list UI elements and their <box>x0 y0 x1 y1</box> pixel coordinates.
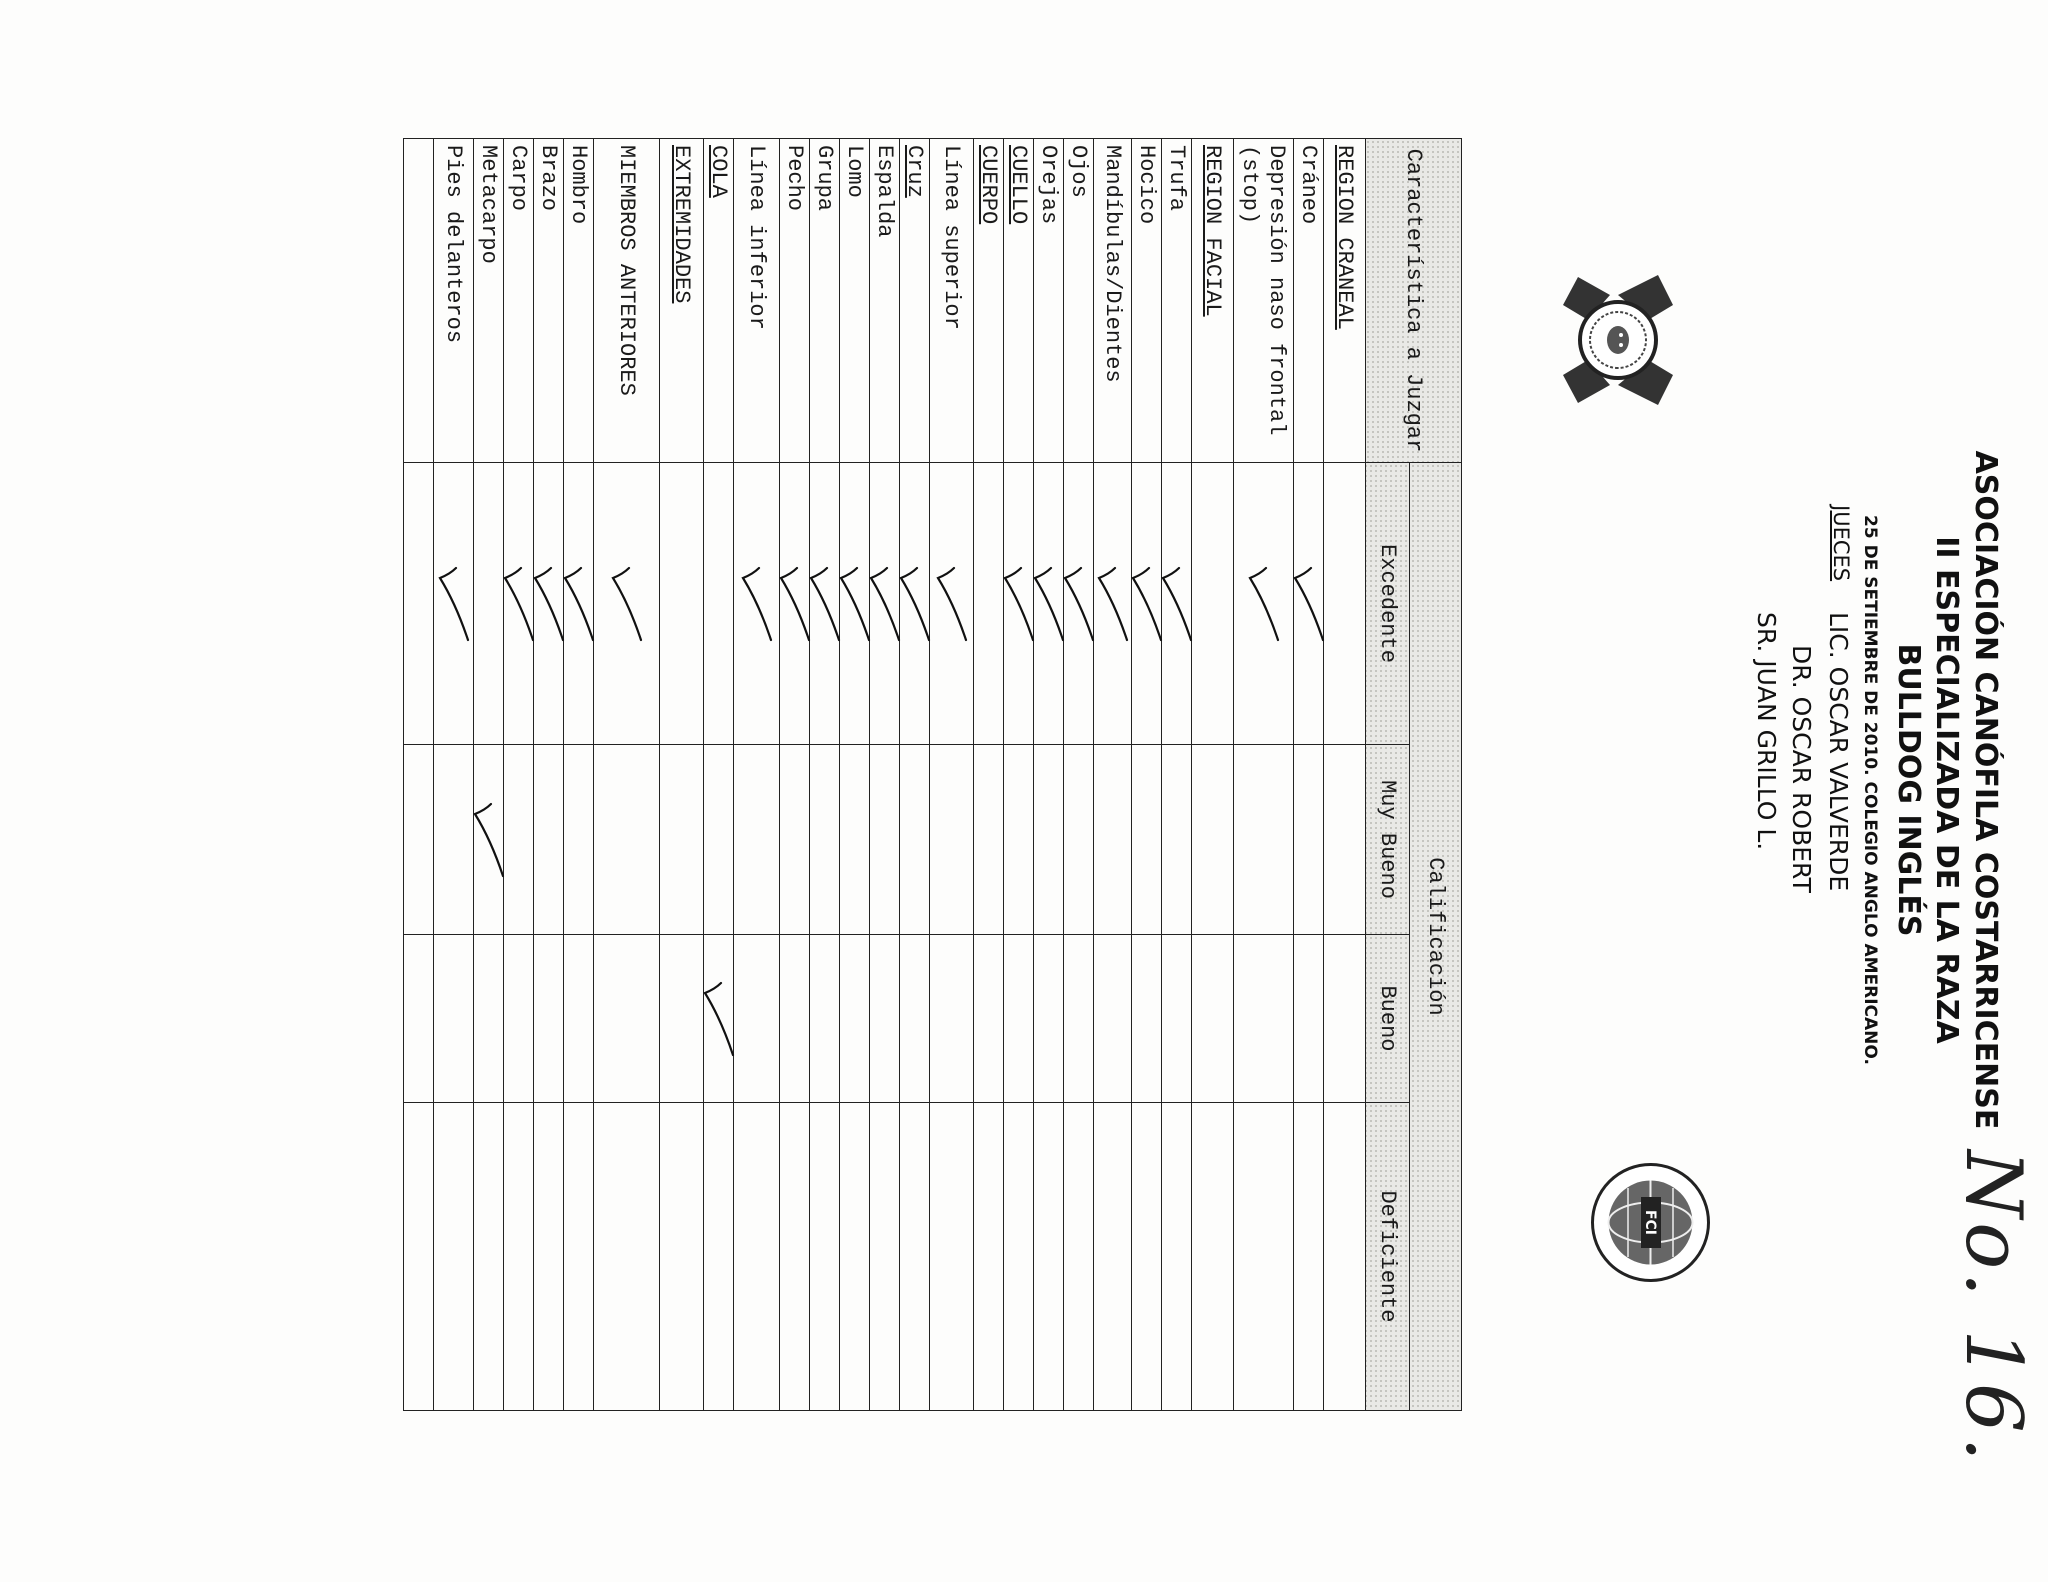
checkmark-icon <box>502 564 536 644</box>
grade-cell[interactable] <box>1324 1103 1366 1411</box>
table-row <box>704 139 734 1411</box>
grade-cell[interactable] <box>930 1103 974 1411</box>
grade-cell[interactable] <box>434 745 474 935</box>
grade-cell[interactable] <box>1234 463 1294 745</box>
grade-cell[interactable] <box>564 745 594 935</box>
grade-cell[interactable] <box>594 1103 660 1411</box>
table-row <box>434 139 474 1411</box>
grade-cell[interactable] <box>900 935 930 1103</box>
judge-2: DR. OSCAR ROBERT <box>1787 645 1816 893</box>
table-row <box>404 139 434 1411</box>
grade-cell[interactable] <box>564 463 594 745</box>
grade-cell[interactable] <box>734 745 780 935</box>
grade-muy-bueno-header: Muy Bueno <box>1366 745 1410 935</box>
grade-cell[interactable] <box>1192 463 1234 745</box>
grade-cell[interactable] <box>1162 745 1192 935</box>
table-row <box>504 139 534 1411</box>
grade-cell[interactable] <box>1294 745 1324 935</box>
grade-cell[interactable] <box>1162 1103 1192 1411</box>
grade-cell[interactable] <box>1004 463 1034 745</box>
checkmark-icon <box>1032 564 1066 644</box>
table-row <box>1034 139 1064 1411</box>
grade-cell[interactable] <box>900 463 930 745</box>
grade-cell[interactable] <box>1132 745 1162 935</box>
section-label: COLA <box>704 139 734 463</box>
grade-cell[interactable] <box>1162 463 1192 745</box>
grade-cell[interactable] <box>1004 935 1034 1103</box>
characteristic-label: Depresión naso frontal (stop) <box>1234 139 1294 463</box>
grade-cell[interactable] <box>660 1103 704 1411</box>
table-row <box>1004 139 1034 1411</box>
table-row <box>734 139 780 1411</box>
grade-cell[interactable] <box>780 1103 810 1411</box>
event-title: II ESPECIALIZADA DE LA RAZA <box>1929 536 1964 1044</box>
grade-bueno-header: Bueno <box>1366 935 1410 1103</box>
grade-cell[interactable] <box>534 745 564 935</box>
grade-cell[interactable] <box>1294 463 1324 745</box>
grade-cell[interactable] <box>474 463 504 745</box>
grade-cell[interactable] <box>474 745 504 935</box>
grade-cell[interactable] <box>1034 463 1064 745</box>
grade-cell[interactable] <box>1064 745 1094 935</box>
checkmark-icon <box>808 564 842 644</box>
grade-cell[interactable] <box>660 745 704 935</box>
grade-cell[interactable] <box>1234 1103 1294 1411</box>
judging-table-body <box>404 139 1366 1411</box>
characteristic-header: Característica a Juzgar <box>1366 139 1462 463</box>
grade-cell[interactable] <box>704 745 734 935</box>
judge-1: LIC. OSCAR VALVERDE <box>1824 612 1853 892</box>
date-line: 25 DE SETIEMBRE DE 2010. COLEGIO ANGLO AMERICANO. <box>1860 515 1880 1065</box>
grade-cell[interactable] <box>434 463 474 745</box>
grade-cell[interactable] <box>1132 1103 1162 1411</box>
table-row <box>1064 139 1094 1411</box>
grade-cell[interactable] <box>1064 935 1094 1103</box>
grade-cell[interactable] <box>810 1103 840 1411</box>
grade-cell[interactable] <box>900 745 930 935</box>
grade-cell[interactable] <box>734 463 780 745</box>
judges-label: JUECES <box>1829 505 1853 582</box>
grade-cell[interactable] <box>594 745 660 935</box>
grade-cell[interactable] <box>1132 463 1162 745</box>
table-row <box>594 139 660 1411</box>
table-row <box>810 139 840 1411</box>
asociacion-canofila-logo <box>1548 265 1688 415</box>
table-row <box>780 139 810 1411</box>
grade-cell[interactable] <box>1132 935 1162 1103</box>
characteristic-label: Metacarpo <box>474 139 504 463</box>
handwritten-number: No. 16. <box>1948 1150 2038 1466</box>
section-label: REGION FACIAL <box>1192 139 1234 463</box>
checkmark-icon <box>935 564 969 644</box>
calificacion-header: Calificación <box>1410 463 1462 1411</box>
characteristic-label: Hocico <box>1132 139 1162 463</box>
grade-cell[interactable] <box>780 745 810 935</box>
grade-cell[interactable] <box>780 935 810 1103</box>
characteristic-label: Grupa <box>810 139 840 463</box>
characteristic-label <box>404 139 434 463</box>
checkmark-icon <box>838 564 872 644</box>
svg-text:FCI: FCI <box>1642 1209 1658 1236</box>
grade-cell[interactable] <box>1294 1103 1324 1411</box>
seccion-americas-caribe-seal <box>1588 1160 1713 1285</box>
grade-cell[interactable] <box>1192 745 1234 935</box>
checkmark-icon <box>1062 564 1096 644</box>
grade-cell[interactable] <box>1192 1103 1234 1411</box>
table-row <box>534 139 564 1411</box>
checkmark-icon <box>562 564 596 644</box>
grade-cell[interactable] <box>734 935 780 1103</box>
grade-cell[interactable] <box>780 463 810 745</box>
checkmark-icon <box>1130 564 1164 644</box>
grade-cell[interactable] <box>660 935 704 1103</box>
table-row <box>1162 139 1192 1411</box>
grade-cell[interactable] <box>974 935 1004 1103</box>
grade-cell[interactable] <box>870 1103 900 1411</box>
grade-cell[interactable] <box>1034 745 1064 935</box>
grade-cell[interactable] <box>404 935 434 1103</box>
table-row <box>1294 139 1324 1411</box>
grade-cell[interactable] <box>840 745 870 935</box>
table-row <box>900 139 930 1411</box>
grade-cell[interactable] <box>434 935 474 1103</box>
grade-cell[interactable] <box>1094 463 1132 745</box>
grade-cell[interactable] <box>1094 745 1132 935</box>
grade-cell[interactable] <box>704 463 734 745</box>
grade-cell[interactable] <box>404 463 434 745</box>
characteristic-label: Orejas <box>1034 139 1064 463</box>
grade-cell[interactable] <box>900 1103 930 1411</box>
org-title: ASOCIACIÓN CANÓFILA COSTARRICENSE <box>1968 450 2003 1130</box>
characteristic-label: Cráneo <box>1294 139 1324 463</box>
checkmark-icon <box>610 564 644 644</box>
table-row <box>1192 139 1234 1411</box>
characteristic-label: Espalda <box>870 139 900 463</box>
grade-cell[interactable] <box>870 935 900 1103</box>
grade-cell[interactable] <box>1004 745 1034 935</box>
characteristic-label: Hombro <box>564 139 594 463</box>
grade-cell[interactable] <box>840 463 870 745</box>
grade-cell[interactable] <box>504 745 534 935</box>
grade-cell[interactable] <box>534 1103 564 1411</box>
section-label: EXTREMIDADES <box>660 139 704 463</box>
grade-cell[interactable] <box>474 935 504 1103</box>
grade-cell[interactable] <box>1324 745 1366 935</box>
grade-cell[interactable] <box>564 1103 594 1411</box>
table-row <box>1234 139 1294 1411</box>
grade-excedente-header: Excedente <box>1366 463 1410 745</box>
grade-cell[interactable] <box>534 935 564 1103</box>
checkmark-icon <box>868 564 902 644</box>
grade-cell[interactable] <box>1094 1103 1132 1411</box>
grade-cell[interactable] <box>1324 935 1366 1103</box>
characteristic-label: Pecho <box>780 139 810 463</box>
characteristic-label: Cruz <box>900 139 930 463</box>
checkmark-icon <box>740 564 774 644</box>
grade-cell[interactable] <box>504 1103 534 1411</box>
grade-cell[interactable] <box>870 745 900 935</box>
characteristic-label: Línea inferior <box>734 139 780 463</box>
grade-cell[interactable] <box>1294 935 1324 1103</box>
section-label: REGION CRANEAL <box>1324 139 1366 463</box>
characteristic-label: MIEMBROS ANTERIORES <box>594 139 660 463</box>
table-row <box>974 139 1004 1411</box>
grade-cell[interactable] <box>1324 463 1366 745</box>
judge-3: SR. JUAN GRILLO L. <box>1752 612 1781 851</box>
section-label: CUELLO <box>1004 139 1034 463</box>
grade-cell[interactable] <box>504 935 534 1103</box>
grade-cell[interactable] <box>564 935 594 1103</box>
grade-cell[interactable] <box>810 463 840 745</box>
checkmark-icon <box>437 564 471 644</box>
table-row <box>1324 139 1366 1411</box>
characteristic-label: Lomo <box>840 139 870 463</box>
grade-cell[interactable] <box>404 1103 434 1411</box>
checkmark-icon <box>898 564 932 644</box>
table-row <box>1132 139 1162 1411</box>
grade-cell[interactable] <box>870 463 900 745</box>
grade-cell[interactable] <box>1234 935 1294 1103</box>
grade-cell[interactable] <box>660 463 704 745</box>
grade-cell[interactable] <box>840 935 870 1103</box>
table-row <box>564 139 594 1411</box>
grade-cell[interactable] <box>1034 935 1064 1103</box>
characteristic-label: Mandíbulas/Dientes <box>1094 139 1132 463</box>
table-row <box>474 139 504 1411</box>
table-row <box>840 139 870 1411</box>
table-row <box>660 139 704 1411</box>
grade-deficiente-header: Deficiente <box>1366 1103 1410 1411</box>
grade-cell[interactable] <box>404 745 434 935</box>
checkmark-icon <box>702 979 736 1059</box>
checkmark-icon <box>1247 564 1281 644</box>
grade-cell[interactable] <box>974 1103 1004 1411</box>
grade-cell[interactable] <box>810 935 840 1103</box>
grade-cell[interactable] <box>1234 745 1294 935</box>
grade-cell[interactable] <box>594 463 660 745</box>
checkmark-icon <box>1096 564 1130 644</box>
grade-cell[interactable] <box>1094 935 1132 1103</box>
grade-cell[interactable] <box>974 463 1004 745</box>
characteristic-label: Trufa <box>1162 139 1192 463</box>
checkmark-icon <box>1292 564 1326 644</box>
table-row <box>930 139 974 1411</box>
characteristic-label: Ojos <box>1064 139 1094 463</box>
grade-cell[interactable] <box>1192 935 1234 1103</box>
grade-cell[interactable] <box>474 1103 504 1411</box>
grade-cell[interactable] <box>840 1103 870 1411</box>
grade-cell[interactable] <box>930 463 974 745</box>
grade-cell[interactable] <box>534 463 564 745</box>
breed-title: BULLDOG INGLÉS <box>1891 643 1926 937</box>
grade-cell[interactable] <box>930 935 974 1103</box>
grade-cell[interactable] <box>1034 1103 1064 1411</box>
grade-cell[interactable] <box>434 1103 474 1411</box>
characteristic-label: Pies delanteros <box>434 139 474 463</box>
characteristic-label: Brazo <box>534 139 564 463</box>
grade-cell[interactable] <box>1064 1103 1094 1411</box>
grade-cell[interactable] <box>504 463 534 745</box>
characteristic-label: Línea superior <box>930 139 974 463</box>
grade-cell[interactable] <box>1064 463 1094 745</box>
grade-cell[interactable] <box>1162 935 1192 1103</box>
grade-cell[interactable] <box>810 745 840 935</box>
checkmark-icon <box>472 800 506 880</box>
checkmark-icon <box>532 564 566 644</box>
grade-cell[interactable] <box>930 745 974 935</box>
table-row <box>870 139 900 1411</box>
table-row <box>1094 139 1132 1411</box>
checkmark-icon <box>1160 564 1194 644</box>
grade-cell[interactable] <box>1004 1103 1034 1411</box>
grade-cell[interactable] <box>594 935 660 1103</box>
grade-cell[interactable] <box>704 935 734 1103</box>
checkmark-icon <box>1002 564 1036 644</box>
grade-cell[interactable] <box>734 1103 780 1411</box>
section-label: CUERPO <box>974 139 1004 463</box>
grade-cell[interactable] <box>704 1103 734 1411</box>
judging-table <box>403 138 1462 1411</box>
characteristic-label: Carpo <box>504 139 534 463</box>
checkmark-icon <box>778 564 812 644</box>
grade-cell[interactable] <box>974 745 1004 935</box>
